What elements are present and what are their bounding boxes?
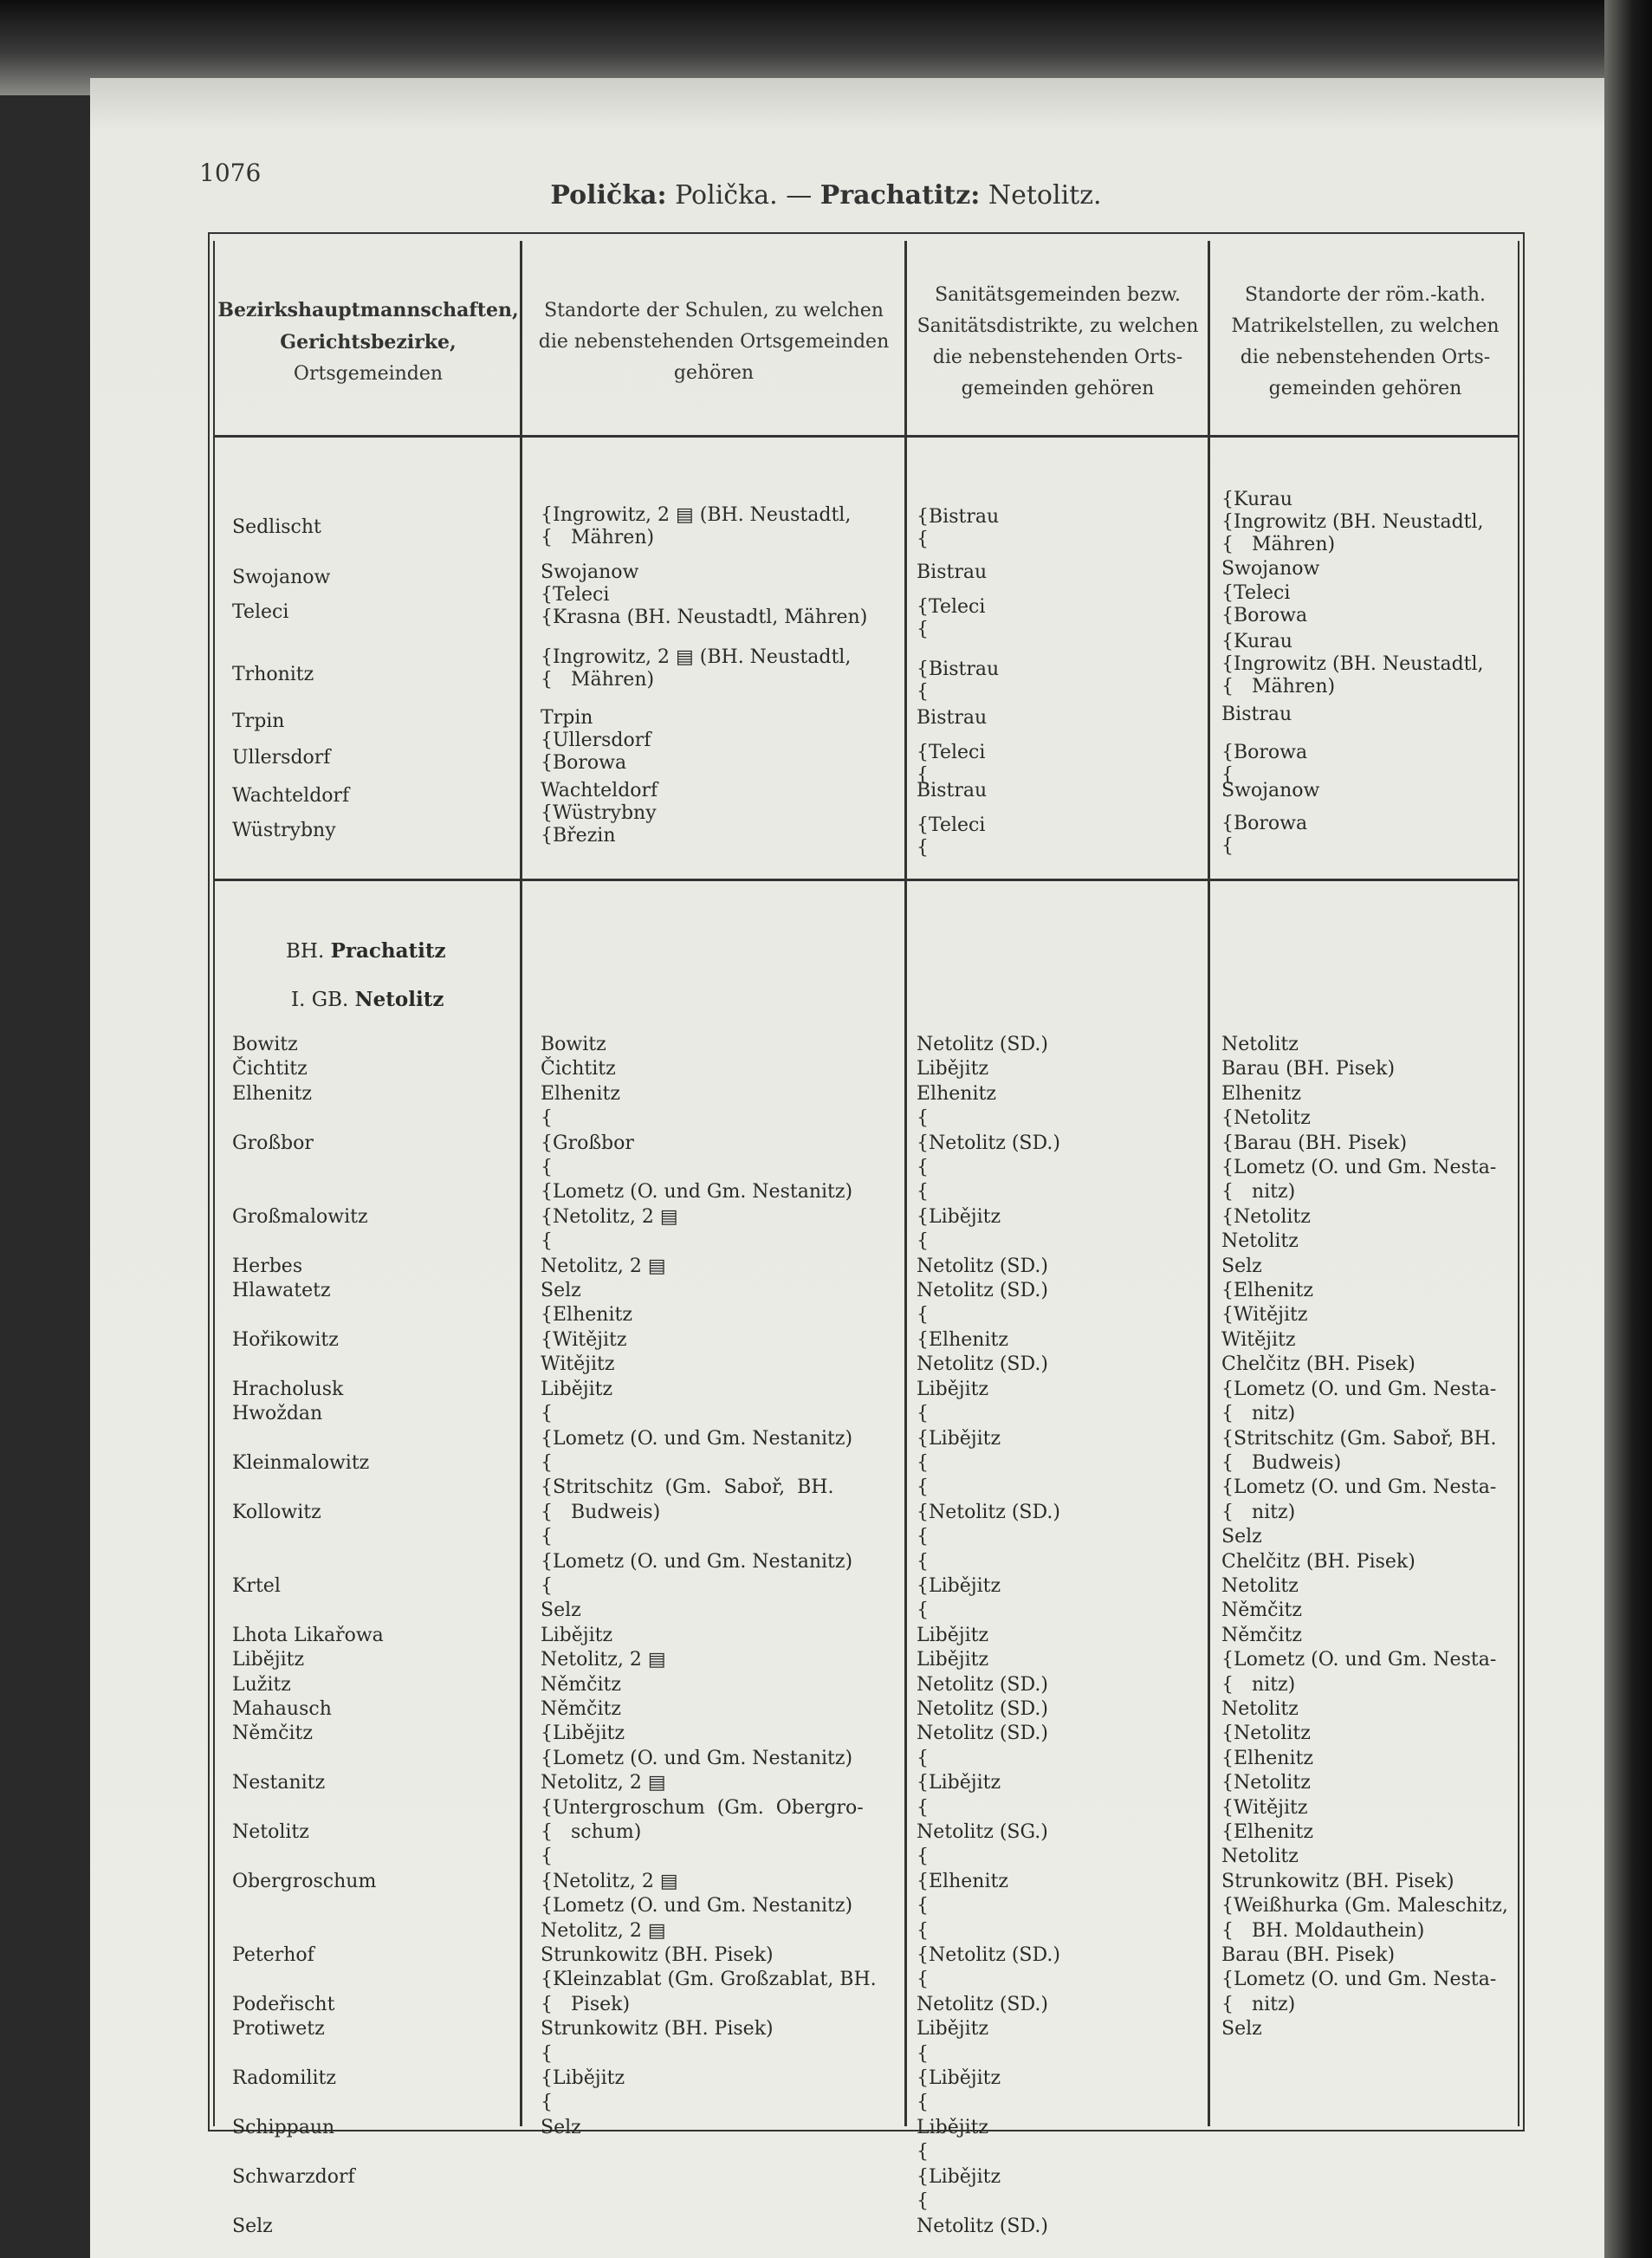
row-parish: Bistrau — [1221, 704, 1292, 725]
row-sanitary: {Bistrau { — [917, 659, 1000, 703]
header-col-1 — [217, 260, 520, 425]
row-parish: {Borowa { — [1221, 742, 1308, 786]
section-bh-label: BH. — [286, 940, 331, 963]
header-col4-line2: Matrikelstellen, zu welchen — [1231, 315, 1500, 337]
row-sanitary: {Bistrau { — [917, 506, 1000, 550]
section-bh-title — [286, 939, 446, 963]
school-list: Bowitz Čichtitz Elhenitz { {Großbor { {Lometz (O. und Gm. Nestanitz) {Netolitz, 2 ▤ { Netolitz, 2 ▤ Selz {Elhenitz {Witějitz Witějitz Libějitz { {Lometz (O. und Gm. Nestanitz) { {Stritschitz (Gm. Saboř, BH. { Budweis) { {Lometz (O. und Gm. Nestanitz) { Selz Libějitz Netolitz, 2 ▤ Němčitz Němčitz {Libějitz {Lometz (O. und Gm. Nestanitz) Netolitz, 2 ▤ {Untergroschum (Gm. Obergro- { schum) { {Netolitz, 2 ▤ {Lometz (O. und Gm. Nestanitz) Netolitz, 2 ▤ Strunkowitz (BH. Pisek) {Kleinzablat (Gm. Großzablat, BH. { Pisek) Strunkowitz (BH. Pisek) { {Libějitz { Selz — [541, 1034, 877, 2138]
row-name: Sedlischt — [232, 516, 321, 538]
header-col-3 — [908, 260, 1208, 425]
row-parish: Swojanow — [1221, 558, 1320, 580]
row-parish: {Kurau {Ingrowitz (BH. Neustadtl, { Mähren) — [1221, 631, 1484, 698]
section-gb-title — [291, 988, 444, 1011]
row-school: {Ingrowitz, 2 ▤ (BH. Neustadtl, { Mähren) — [541, 646, 852, 691]
header-col2-line1: Standorte der Schulen, zu welchen — [544, 300, 884, 321]
row-sanitary: Bistrau — [917, 561, 988, 583]
header-col2-line3: gehören — [673, 362, 755, 384]
row-sanitary: Bistrau — [917, 780, 988, 801]
sanitary-list: Netolitz (SD.) Libějitz Elhenitz { {Netolitz (SD.) { { {Libějitz { Netolitz (SD.) Netolitz (SD.) { {Elhenitz Netolitz (SD.) Libějitz { {Libějitz { { {Netolitz (SD.) { { {Libějitz { Libějitz Libějitz Netolitz (SD.) Netolitz (SD.) Netolitz (SD.) { {Libějitz { Netolitz (SG.) { {Elhenitz { { {Netolitz (SD.) { Netolitz (SD.) Libějitz { {Libějitz { Libějitz { {Libějitz { Netolitz (SD.) — [917, 1034, 1060, 2237]
running-head — [0, 180, 1652, 211]
header-col4-line4: gemeinden gehören — [1268, 378, 1462, 399]
header-col1-line2: Gerichtsbezirke, — [280, 331, 457, 354]
row-parish: Swojanow — [1221, 780, 1320, 801]
row-parish: {Kurau {Ingrowitz (BH. Neustadtl, { Mähren) — [1221, 489, 1484, 555]
row-school: Wachteldorf — [541, 780, 658, 801]
running-head-text-2: Netolitz. — [980, 180, 1102, 211]
row-parish: {Borowa { — [1221, 813, 1308, 857]
header-col2-line2: die nebenstehenden Ortsgemeinden — [538, 331, 890, 353]
header-col1-line1: Bezirkshauptmannschaften, — [217, 299, 519, 321]
column-divider-2 — [904, 241, 907, 2126]
row-sanitary: {Teleci { — [917, 814, 986, 859]
row-school: Trpin — [541, 707, 593, 729]
column-divider-1 — [520, 241, 522, 2126]
row-name: Trhonitz — [232, 664, 314, 685]
header-col3-line4: gemeinden gehören — [961, 378, 1155, 399]
header-divider — [213, 435, 1519, 438]
row-school: {Wüstrybny {Březin — [541, 802, 657, 847]
header-col4-line3: die nebenstehenden Orts- — [1240, 347, 1491, 368]
scan-dark-edge-right — [1604, 0, 1652, 2258]
running-head-district-1: Polička: — [550, 180, 667, 211]
row-name: Ullersdorf — [232, 747, 331, 769]
row-school: {Ingrowitz, 2 ▤ (BH. Neustadtl, { Mähren) — [541, 504, 852, 548]
header-col3-line2: Sanitätsdistrikte, zu welchen — [917, 315, 1199, 337]
header-col-2 — [523, 260, 904, 425]
header-col4-line1: Standorte der röm.-kath. — [1244, 284, 1486, 306]
row-name: Wüstrybny — [232, 820, 336, 841]
row-sanitary: {Teleci { — [917, 742, 986, 786]
running-head-text-1: Polička. — — [666, 180, 820, 211]
row-parish: {Teleci {Borowa — [1221, 582, 1308, 626]
row-school: Swojanow — [541, 561, 639, 583]
header-col3-line3: die nebenstehenden Orts- — [932, 347, 1183, 368]
running-head-district-2: Prachatitz: — [820, 180, 981, 211]
section-gb-label: I. GB. — [291, 989, 355, 1011]
row-sanitary: Bistrau — [917, 707, 988, 729]
block-divider — [213, 879, 1519, 881]
row-school: {Teleci {Krasna (BH. Neustadtl, Mähren) — [541, 584, 868, 628]
page-number: 1076 — [199, 159, 262, 187]
section-gb-name: Netolitz — [354, 988, 444, 1011]
header-col3-line1: Sanitätsgemeinden bezw. — [935, 284, 1181, 306]
row-sanitary: {Teleci { — [917, 596, 986, 640]
municipality-list: Bowitz Čichtitz Elhenitz Großbor Großmalowitz Herbes Hlawatetz Hořikowitz Hracholusk Hwoždan Kleinmalowitz Kollowitz Krtel Lhota Likařowa Libějitz Lužitz Mahausch Němčitz Nestanitz Netolitz Obergroschum Peterhof Podeřischt Protiwetz Radomilitz Schippaun Schwarzdorf Selz — [232, 1034, 384, 2237]
row-school: {Ullersdorf {Borowa — [541, 730, 651, 774]
header-col-4 — [1211, 260, 1519, 425]
section-bh-name: Prachatitz — [330, 939, 446, 963]
row-name: Trpin — [232, 710, 285, 732]
parish-list: Netolitz Barau (BH. Pisek) Elhenitz {Netolitz {Barau (BH. Pisek) {Lometz (O. und Gm. Nesta- { nitz) {Netolitz Netolitz Selz {Elhenitz {Witějitz Witějitz Chelčitz (BH. Pisek) {Lometz (O. und Gm. Nesta- { nitz) {Stritschitz (Gm. Saboř, BH. { Budweis) {Lometz (O. und Gm. Nesta- { nitz) Selz Chelčitz (BH. Pisek) Netolitz Němčitz Němčitz {Lometz (O. und Gm. Nesta- { nitz) Netolitz {Netolitz {Elhenitz {Netolitz {Witějitz {Elhenitz Netolitz Strunkowitz (BH. Pisek) {Weißhurka (Gm. Maleschitz, { BH. Moldauthein) Barau (BH. Pisek) {Lometz (O. und Gm. Nesta- { nitz) Selz — [1221, 1034, 1508, 2041]
row-name: Wachteldorf — [232, 785, 350, 807]
row-name: Swojanow — [232, 567, 331, 588]
column-divider-3 — [1208, 241, 1210, 2126]
row-name: Teleci — [232, 601, 289, 623]
header-col1-line3: Ortsgemeinden — [293, 363, 444, 385]
